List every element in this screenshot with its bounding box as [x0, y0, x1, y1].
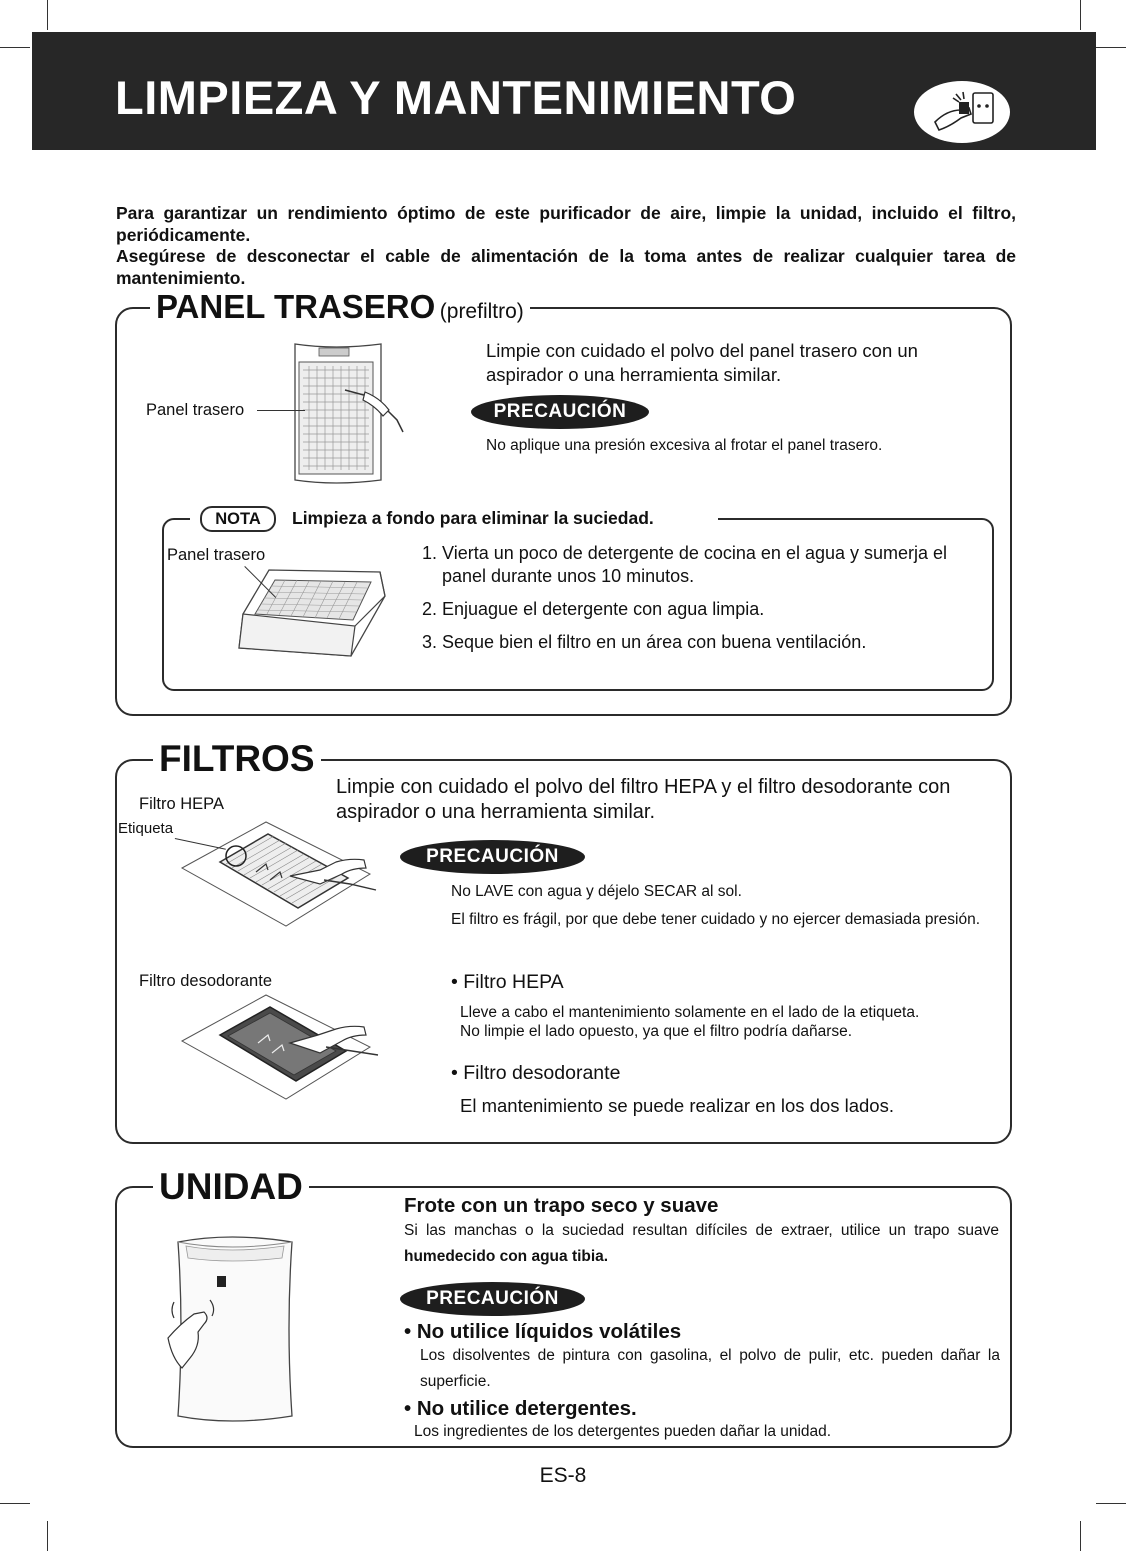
filtros-caution-line-1: No LAVE con agua y déjelo SECAR al sol.	[451, 883, 742, 900]
crop-mark	[0, 47, 30, 48]
crop-mark	[1080, 0, 1081, 30]
hepa-label: Filtro HEPA	[139, 795, 224, 813]
deodorant-filter-illustration	[180, 995, 390, 1115]
deodorant-text: El mantenimiento se puede realizar en los dos lados.	[460, 1095, 894, 1116]
nota-step: 3. Seque bien el filtro en un área con buena ventilación.	[422, 632, 867, 652]
nota-step: 2. Enjuague el detergente con agua limpia.	[422, 599, 765, 619]
intro-paragraph-1: Para garantizar un rendimiento óptimo de este purificador de aire, limpie la unidad, incluido el filtro, periódicamente.	[116, 203, 1016, 245]
nota-figure-label: Panel trasero	[167, 546, 266, 564]
crop-mark	[1080, 1521, 1081, 1551]
leader-line	[257, 410, 305, 411]
back-panel-label: Panel trasero	[146, 401, 245, 419]
crop-mark	[1096, 1503, 1126, 1504]
filtros-title: FILTROS	[153, 740, 321, 777]
hepa-text-2: No limpie el lado opuesto, ya que el filtro podría dañarse.	[460, 1023, 853, 1040]
intro-paragraph-2: Asegúrese de desconectar el cable de alimentación de la toma antes de realizar cualquier tarea de mantenimiento.	[116, 246, 1016, 288]
unidad-bullet-1-title: • No utilice líquidos volátiles	[404, 1320, 682, 1343]
filtros-instruction: Limpie con cuidado el polvo del filtro HEPA y el filtro desodorante con aspirador o una herramienta similar.	[336, 776, 951, 823]
unit-illustration	[160, 1228, 310, 1428]
panel-trasero-subtitle: (prefiltro)	[439, 300, 524, 323]
caution-badge: PRECAUCIÓN	[471, 395, 649, 429]
panel-trasero-title-wrap	[150, 290, 530, 323]
deodorant-bullet-title: • Filtro desodorante	[451, 1062, 621, 1084]
caution-badge: PRECAUCIÓN	[400, 840, 585, 874]
intro-text	[116, 203, 1016, 289]
page-number: ES-8	[539, 1464, 587, 1487]
panel-trasero-title: PANEL TRASERO	[156, 288, 436, 325]
unidad-text-normal: Si las manchas o la suciedad resultan difíciles de extraer, utilice un trapo suave	[404, 1222, 999, 1239]
unidad-bullet-1-text: Los disolventes de pintura con gasolina, el polvo de pulir, etc. pueden dañar la superficie.	[420, 1347, 1000, 1390]
crop-mark	[0, 1503, 30, 1504]
deodorant-label: Filtro desodorante	[139, 972, 272, 990]
wash-tub-illustration	[235, 560, 390, 670]
crop-mark	[1096, 47, 1126, 48]
nota-steps	[422, 542, 962, 664]
unidad-bullet-2-text: Los ingredientes de los detergentes pueden dañar la unidad.	[414, 1423, 832, 1440]
hepa-bullet-title: • Filtro HEPA	[451, 971, 564, 993]
page-title: LIMPIEZA Y MANTENIMIENTO	[115, 71, 797, 124]
nota-step: 1. Vierta un poco de detergente de cocina en el agua y sumerja el panel durante unos 10 minutos.	[422, 543, 948, 586]
unidad-text-bold: humedecido con agua tibia.	[404, 1248, 609, 1265]
nota-heading: Limpieza a fondo para eliminar la suciedad.	[292, 508, 654, 528]
crop-mark	[47, 1521, 48, 1551]
hepa-text-1: Lleve a cabo el mantenimiento solamente en el lado de la etiqueta.	[460, 1004, 920, 1021]
panel-trasero-caution-text: No aplique una presión excesiva al frotar el panel trasero.	[486, 437, 883, 454]
panel-trasero-instruction: Limpie con cuidado el polvo del panel trasero con un aspirador o una herramienta similar.	[486, 340, 918, 385]
filtros-caution-line-2: El filtro es frágil, por que debe tener cuidado y no ejercer demasiada presión.	[451, 911, 981, 928]
etiqueta-label: Etiqueta	[118, 820, 174, 837]
unidad-heading: Frote con un trapo seco y suave	[404, 1194, 719, 1217]
unidad-title: UNIDAD	[153, 1168, 309, 1205]
unidad-bullet-2-title: • No utilice detergentes.	[404, 1397, 637, 1420]
caution-badge: PRECAUCIÓN	[400, 1282, 585, 1316]
back-panel-illustration	[285, 340, 410, 485]
unidad-text	[404, 1218, 999, 1270]
unplug-icon	[913, 80, 1011, 144]
crop-mark	[47, 0, 48, 30]
hepa-filter-illustration	[180, 822, 390, 942]
nota-badge: NOTA	[200, 506, 276, 532]
